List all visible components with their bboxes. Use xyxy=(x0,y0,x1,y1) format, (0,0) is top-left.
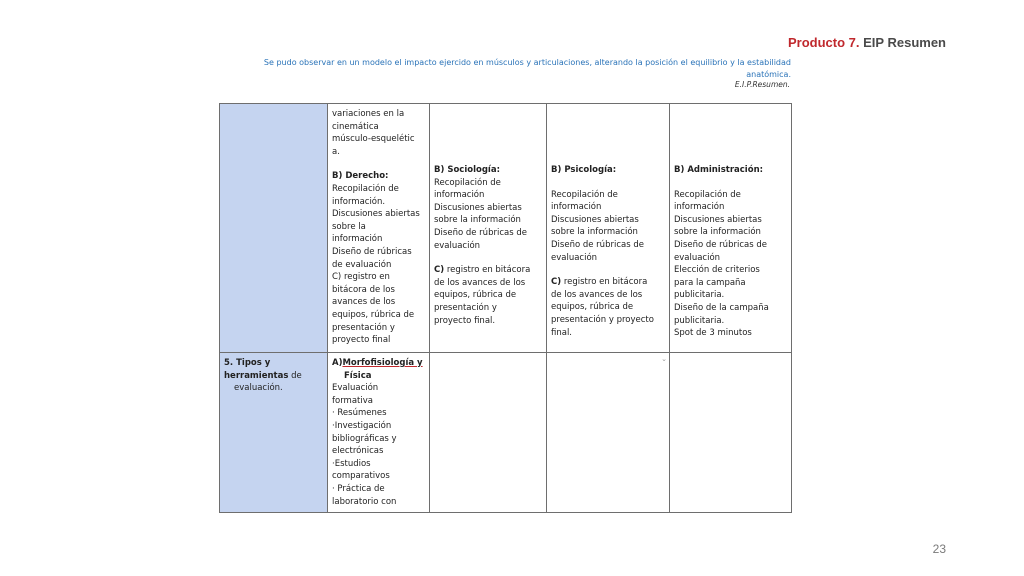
cell-line: Recopilación de xyxy=(434,177,501,188)
row1-administracion-cell xyxy=(670,104,792,353)
cell-line: Diseño de rúbricas de xyxy=(434,227,527,238)
cell-line: sobre la información xyxy=(551,227,638,238)
cell-text: de xyxy=(288,370,302,381)
cell-line: proyecto final xyxy=(332,335,391,346)
cell-line: Discusiones abiertas xyxy=(674,214,762,225)
c-text: registro en bitácora xyxy=(561,277,648,288)
cell-line: evaluación xyxy=(434,240,481,251)
cell-line: Recopilación de xyxy=(674,189,741,200)
table-row xyxy=(220,104,792,353)
cell-line: Diseño de la campaña xyxy=(674,302,769,313)
row2-empty-cell xyxy=(547,353,670,513)
cell-line: formativa xyxy=(332,395,373,406)
cell-heading: B) Sociología: xyxy=(434,165,500,175)
cell-line: C) registro en xyxy=(332,272,390,283)
cell-line: información xyxy=(551,202,602,213)
cell-line: para la campaña xyxy=(674,277,746,288)
cell-line: final. xyxy=(551,327,573,338)
c-text: registro en bitácora xyxy=(444,265,531,276)
row1-sociologia-cell xyxy=(430,104,547,353)
title-product: Producto 7. xyxy=(788,35,860,50)
subtitle: Se pudo observar en un modelo el impacto ejercido en músculos y articulaciones, alterando la posición el equilibrio y la estabilidad anatómica. xyxy=(263,58,791,79)
cell-heading: B) Administración: xyxy=(674,165,764,175)
cell-line: Diseño de rúbricas de xyxy=(674,239,767,250)
cell-heading-bold: herramientas xyxy=(224,370,289,381)
chevron-down-icon: ⌄ xyxy=(661,355,667,363)
row2-empty-cell xyxy=(670,353,792,513)
a-title: Morfofisiología y xyxy=(342,358,423,368)
cell-line: información. xyxy=(332,196,386,207)
cell-line xyxy=(434,264,542,277)
cell-line: equipos, rúbrica de xyxy=(434,290,517,301)
cell-line: equipos, rúbrica de xyxy=(332,309,415,320)
cell-line: presentación y proyecto xyxy=(551,314,654,325)
cell-line: Discusiones abiertas xyxy=(332,209,420,220)
cell-line: a. xyxy=(332,146,340,157)
cell-line: Discusiones abiertas xyxy=(551,214,639,225)
page-title xyxy=(788,35,946,50)
cell-line: sobre la información xyxy=(674,227,761,238)
cell-line: presentación y xyxy=(434,302,497,313)
cell-line: bibliográficas y xyxy=(332,433,397,444)
row2-empty-cell xyxy=(430,353,547,513)
cell-line: Diseño de rúbricas de xyxy=(551,239,644,250)
cell-line: evaluación xyxy=(674,252,721,263)
page-number: 23 xyxy=(932,542,946,556)
cell-line: variaciones en la xyxy=(332,109,405,119)
cell-line: sobre la xyxy=(332,221,366,232)
cell-line: avances de los xyxy=(332,297,396,308)
cell-line: Recopilación de xyxy=(551,189,618,200)
cell-line: músculo-esquelétic xyxy=(332,134,415,145)
cell-line: evaluación. xyxy=(234,383,283,394)
cell-line: información xyxy=(434,190,485,201)
cell-line: comparativos xyxy=(332,471,390,482)
evaluation-table xyxy=(219,103,792,513)
cell-line: de los avances de los xyxy=(434,277,526,288)
c-label: C) xyxy=(434,265,445,276)
cell-line: electrónicas xyxy=(332,446,384,457)
row1-psicologia-cell xyxy=(547,104,670,353)
cell-line: de evaluación xyxy=(332,259,392,270)
cell-line: de los avances de los xyxy=(551,289,643,300)
cell-line: Discusiones abiertas xyxy=(434,202,522,213)
cell-heading xyxy=(332,357,425,370)
cell-line: equipos, rúbrica de xyxy=(551,302,634,313)
cell-line: Elección de criterios xyxy=(674,265,760,276)
cell-line xyxy=(551,276,665,289)
table-row xyxy=(220,353,792,513)
cell-line: sobre la información xyxy=(434,215,521,226)
cell-line: Spot de 3 minutos xyxy=(674,328,752,339)
subtitle-citation: E.I.P.Resumen. xyxy=(734,80,790,89)
cell-line: proyecto final. xyxy=(434,315,496,326)
cell-line: publicitaria. xyxy=(674,290,725,301)
row1-label-cell xyxy=(220,104,328,353)
cell-line: evaluación xyxy=(551,252,598,263)
cell-line xyxy=(224,370,323,383)
a-label: A) xyxy=(332,358,343,368)
cell-line: · Resúmenes xyxy=(332,408,387,419)
cell-line: cinemática xyxy=(332,121,379,132)
row1-derecho-cell xyxy=(328,104,430,353)
cell-line: ·Estudios xyxy=(332,458,371,469)
cell-line: Evaluación xyxy=(332,383,379,394)
cell-heading: Física xyxy=(344,370,372,381)
cell-heading: 5. Tipos y xyxy=(224,358,271,368)
cell-line: Recopilación de xyxy=(332,183,399,194)
cell-heading: B) Psicología: xyxy=(551,165,617,175)
cell-line: publicitaria. xyxy=(674,315,725,326)
cell-line: bitácora de los xyxy=(332,284,395,295)
cell-line: ·Investigación xyxy=(332,420,392,431)
row2-label-cell xyxy=(220,353,328,513)
cell-line: información xyxy=(674,202,725,213)
cell-line: información xyxy=(332,234,383,245)
cell-line: laboratorio con xyxy=(332,496,397,507)
cell-line: presentación y xyxy=(332,322,395,333)
title-resumen: EIP Resumen xyxy=(863,35,946,50)
cell-line: Diseño de rúbricas xyxy=(332,246,412,257)
cell-heading: B) Derecho: xyxy=(332,171,389,182)
c-label: C) xyxy=(551,277,562,288)
row2-morfofisiologia-cell xyxy=(328,353,430,513)
cell-line: · Práctica de xyxy=(332,483,385,494)
